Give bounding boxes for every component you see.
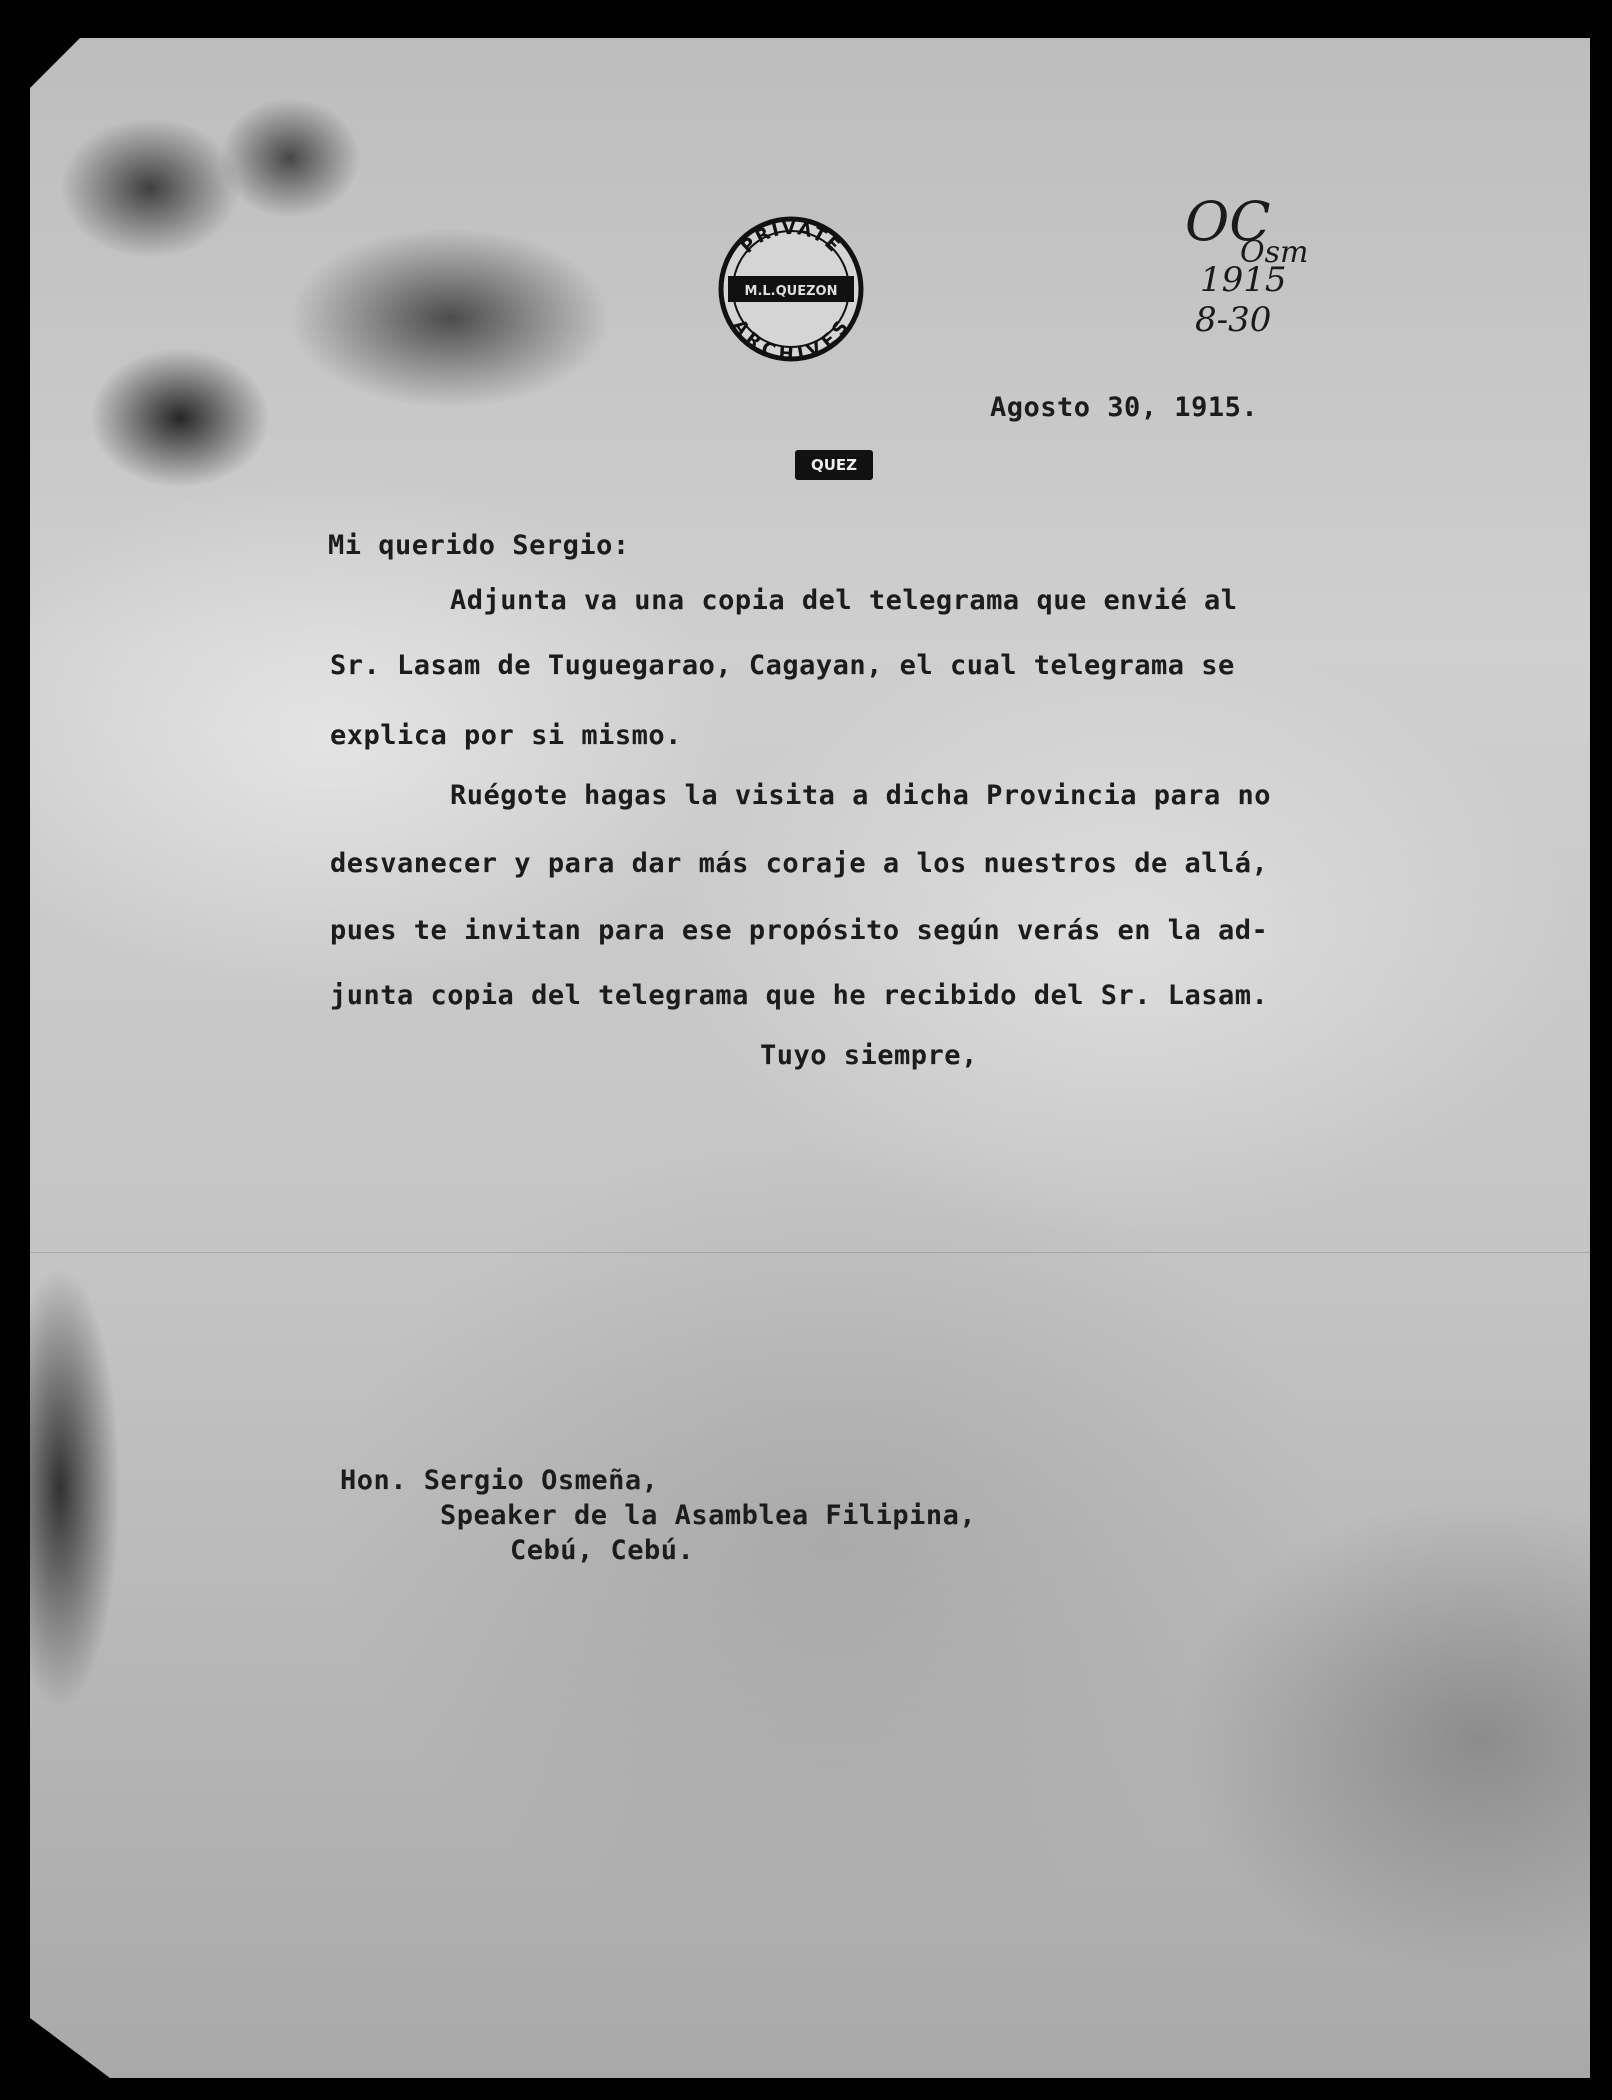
letter-closing: Tuyo siempre, [760,1040,978,1071]
paragraph-2-line-4: junta copia del telegrama que he recibido del Sr. Lasam. [330,980,1269,1011]
handwritten-annotation-oc: OC [1185,190,1271,253]
handwritten-annotation-year: 1915 [1200,260,1287,300]
torn-corner-top-left [30,38,80,88]
archive-stamp [716,214,866,364]
stamp-top-text: PRIVATE [737,217,846,258]
address-line-3: Cebú, Cebú. [510,1535,695,1566]
paragraph-1-line-3: explica por si mismo. [330,720,682,751]
paragraph-2-line-2: desvanecer y para dar más coraje a los nuestros de allá, [330,848,1269,879]
paragraph-1-line-2: Sr. Lasam de Tuguegarao, Cagayan, el cual telegrama se [330,650,1235,681]
letter-salutation: Mi querido Sergio: [328,530,630,561]
address-line-2: Speaker de la Asamblea Filipina, [440,1500,977,1531]
paragraph-2-line-3: pues te invitan para ese propósito según verás en la ad- [330,915,1269,946]
stamp-bottom-text: ARCHIVES [728,315,854,364]
archive-tag: QUEZ [795,450,873,480]
torn-corner-bottom-left [30,2018,110,2078]
handwritten-annotation-osm: Osm [1240,235,1309,270]
stamp-middle-text: M.L.QUEZON [744,284,838,299]
letter-date: Agosto 30, 1915. [990,392,1259,423]
address-line-1: Hon. Sergio Osmeña, [340,1465,659,1496]
paragraph-1-line-1: Adjunta va una copia del telegrama que envié al [450,585,1238,616]
fold-line [30,1252,1590,1253]
handwritten-annotation-date: 8-30 [1195,300,1272,340]
paragraph-2-line-1: Ruégote hagas la visita a dicha Provincia para no [450,780,1272,811]
